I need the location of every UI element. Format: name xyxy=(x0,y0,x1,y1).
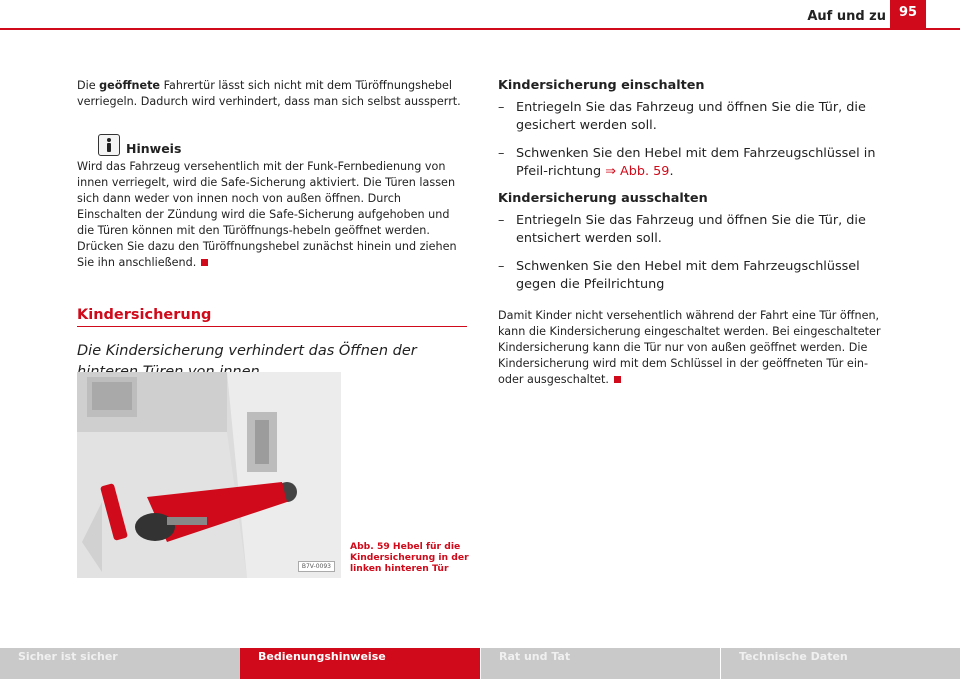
door-illustration xyxy=(77,372,341,578)
list-item xyxy=(498,99,886,135)
section-rule xyxy=(77,326,467,327)
header-rule xyxy=(0,28,960,30)
list-item xyxy=(498,258,886,294)
dash-marker: – xyxy=(498,259,505,274)
list-item-text xyxy=(516,145,886,181)
note-header xyxy=(77,134,467,156)
list-item-text: Entriegeln Sie das Fahrzeug und öffnen Sie die Tür, die gesichert werden soll. xyxy=(516,100,866,133)
figure-child-lock-lever xyxy=(77,372,341,578)
footer-tab-sicher[interactable]: Sicher ist sicher xyxy=(0,648,240,679)
figure-caption: Abb. 59 Hebel für die Kindersicherung in der linken hinteren Tür xyxy=(350,541,469,574)
intro-bold: geöffnete xyxy=(99,79,161,92)
page-number: 95 xyxy=(890,0,926,28)
list-item-text-part: Schwenken Sie den Hebel mit dem Fahrzeugschlüssel in Pfeil-richtung xyxy=(516,146,876,179)
note-body: Wird das Fahrzeug versehentlich mit der Funk-Fernbedienung von innen verriegelt, wird die Safe-Sicherung aktiviert. Die Türen lassen sich dann weder von innen noch von außen öffnen. Durch Einschalten der Zündung wird die Safe-Sicherung aufgehoben und die Türen können mit den Türöffnungs-hebeln geöffnet werden. Drücken Sie dazu den Türöffnungshebel zunächst hinein und ziehen Sie ihn anschließend. xyxy=(77,160,457,269)
footer-tab-rat[interactable]: Rat und Tat xyxy=(480,648,720,679)
list-item-text: Entriegeln Sie das Fahrzeug und öffnen Sie die Tür, die entsichert werden soll. xyxy=(516,213,866,246)
list-item xyxy=(498,145,886,181)
dash-marker: – xyxy=(498,146,505,161)
left-column xyxy=(77,78,467,383)
figure-code: B7V-0093 xyxy=(298,561,335,572)
page-header xyxy=(0,0,960,30)
end-marker-icon xyxy=(614,376,621,383)
dash-marker: – xyxy=(498,100,505,115)
enable-heading: Kindersicherung einschalten xyxy=(498,78,705,93)
footer-nav xyxy=(0,648,960,679)
closing-text: Damit Kinder nicht versehentlich während der Fahrt eine Tür öffnen, kann die Kindersicherung eingeschaltet werden. Bei eingeschalteter Kindersicherung kann die Tür nur von außen geöffnet werden. Die Kindersicherung wird mit dem Schlüssel in der geöffneten Tür ein- oder ausgeschaltet. xyxy=(498,309,881,386)
section-title: Kindersicherung xyxy=(77,307,212,323)
chapter-title: Auf und zu xyxy=(807,9,886,24)
list-item-text: Schwenken Sie den Hebel mit dem Fahrzeugschlüssel gegen die Pfeilrichtung xyxy=(516,259,860,292)
intro-paragraph xyxy=(77,78,467,110)
disable-heading: Kindersicherung ausschalten xyxy=(498,191,708,206)
note-title: Hinweis xyxy=(126,141,182,156)
footer-tab-bedienung[interactable]: Bedienungshinweise xyxy=(240,648,480,679)
figure-reference-link[interactable]: ⇒ Abb. 59 xyxy=(605,164,670,179)
dash-marker: – xyxy=(498,213,505,228)
intro-prefix: Die xyxy=(77,79,100,92)
list-item-end: . xyxy=(669,164,674,179)
closing-paragraph xyxy=(498,308,886,388)
note-text xyxy=(77,159,467,271)
list-item xyxy=(498,212,886,248)
end-marker-icon xyxy=(201,259,208,266)
intro-rest: Fahrertür lässt sich nicht mit dem Türöffnungshebel verriegeln. Dadurch wird verhindert, dass man sich selbst aussperrt. xyxy=(77,79,461,108)
right-column xyxy=(498,78,886,388)
footer-tab-technik[interactable]: Technische Daten xyxy=(720,648,960,679)
info-icon xyxy=(98,134,120,156)
section-intro: Die Kindersicherung verhindert das Öffnen der xyxy=(77,343,417,359)
